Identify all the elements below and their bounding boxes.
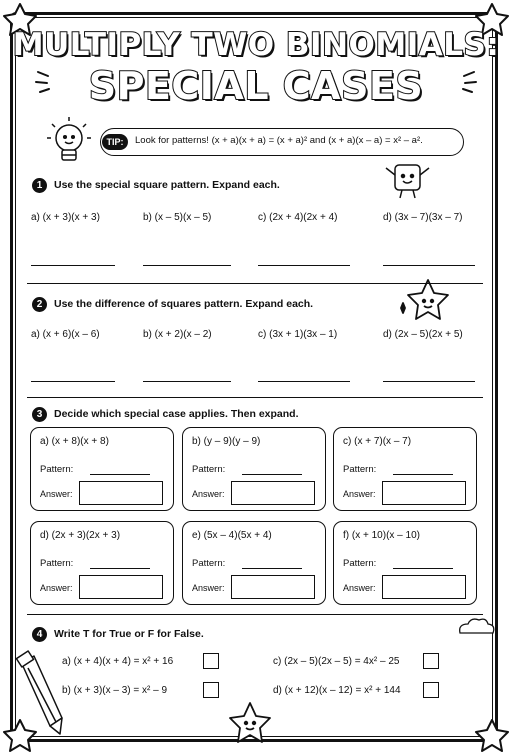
section-heading: Decide which special case applies. Then expand. <box>54 408 299 420</box>
cloud-icon <box>460 619 494 633</box>
statement: c) (2x – 5)(2x – 5) = 4x² – 25 <box>273 656 400 667</box>
section-divider <box>27 283 483 284</box>
answer-line[interactable] <box>143 381 231 382</box>
problem-card <box>182 427 326 511</box>
pattern-line[interactable] <box>90 568 150 569</box>
pattern-label: Pattern: <box>40 464 74 475</box>
pattern-label: Pattern: <box>40 558 74 569</box>
problem: b) (x – 5)(x – 5) <box>143 212 212 223</box>
answer-label: Answer: <box>192 583 225 593</box>
answer-line[interactable] <box>383 381 475 382</box>
answer-checkbox[interactable] <box>203 653 219 669</box>
answer-label: Answer: <box>40 583 73 593</box>
card-question: f) (x + 10)(x – 10) <box>343 530 420 541</box>
answer-label: Answer: <box>40 489 73 499</box>
pattern-line[interactable] <box>393 474 453 475</box>
pattern-line[interactable] <box>242 474 302 475</box>
pattern-line[interactable] <box>393 568 453 569</box>
tip-label: TIP: <box>102 134 128 150</box>
pencil-icon <box>16 651 62 734</box>
answer-box[interactable] <box>79 481 163 505</box>
problem: c) (2x + 4)(2x + 4) <box>258 212 338 223</box>
pattern-label: Pattern: <box>192 464 226 475</box>
problem-card <box>333 521 477 605</box>
answer-checkbox[interactable] <box>203 682 219 698</box>
answer-box[interactable] <box>79 575 163 599</box>
card-question: c) (x + 7)(x – 7) <box>343 436 412 447</box>
lightbulb-icon <box>47 117 91 160</box>
statement: b) (x + 3)(x – 3) = x² – 9 <box>62 685 168 696</box>
card-question: b) (y – 9)(y – 9) <box>192 436 261 447</box>
section-heading: Use the special square pattern. Expand each. <box>54 179 280 191</box>
answer-box[interactable] <box>382 481 466 505</box>
problem: a) (x + 6)(x – 6) <box>31 329 100 340</box>
problem: b) (x + 2)(x – 2) <box>143 329 212 340</box>
tip-text: Look for patterns! (x + a)(x + a) = (x + a)² and (x + a)(x – a) = x² – a². <box>135 135 423 146</box>
answer-checkbox[interactable] <box>423 682 439 698</box>
section-number: 4 <box>32 627 47 642</box>
pattern-label: Pattern: <box>343 558 377 569</box>
answer-line[interactable] <box>258 265 350 266</box>
problem-card <box>30 521 174 605</box>
answer-label: Answer: <box>343 583 376 593</box>
answer-checkbox[interactable] <box>423 653 439 669</box>
answer-line[interactable] <box>31 265 115 266</box>
card-question: e) (5x – 4)(5x + 4) <box>192 530 272 541</box>
page-subtitle: SPECIAL CASES <box>88 64 424 108</box>
answer-box[interactable] <box>231 481 315 505</box>
answer-line[interactable] <box>31 381 115 382</box>
pattern-line[interactable] <box>242 568 302 569</box>
card-question: a) (x + 8)(x + 8) <box>40 436 109 447</box>
box-character-icon <box>386 165 429 198</box>
answer-label: Answer: <box>192 489 225 499</box>
section-heading: Use the difference of squares pattern. Expand each. <box>54 298 314 310</box>
problem: d) (2x – 5)(2x + 5) <box>383 329 463 340</box>
section-number: 2 <box>32 297 47 312</box>
pattern-label: Pattern: <box>343 464 377 475</box>
problem: a) (x + 3)(x + 3) <box>31 212 100 223</box>
card-question: d) (2x + 3)(2x + 3) <box>40 530 121 541</box>
answer-label: Answer: <box>343 489 376 499</box>
answer-box[interactable] <box>382 575 466 599</box>
problem-card <box>182 521 326 605</box>
answer-line[interactable] <box>258 381 350 382</box>
statement: a) (x + 4)(x + 4) = x² + 16 <box>62 656 174 667</box>
answer-line[interactable] <box>143 265 231 266</box>
problem: c) (3x + 1)(3x – 1) <box>258 329 338 340</box>
section-divider <box>27 397 483 398</box>
section-divider <box>27 614 483 615</box>
section-number: 1 <box>32 178 47 193</box>
answer-box[interactable] <box>231 575 315 599</box>
problem-card <box>30 427 174 511</box>
pattern-label: Pattern: <box>192 558 226 569</box>
answer-line[interactable] <box>383 265 475 266</box>
statement: d) (x + 12)(x – 12) = x² + 144 <box>273 685 401 696</box>
problem: d) (3x – 7)(3x – 7) <box>383 212 463 223</box>
smiling-star-icon <box>401 280 448 319</box>
page-title: MULTIPLY TWO BINOMIALS: <box>12 27 500 63</box>
pattern-line[interactable] <box>90 474 150 475</box>
smiling-star-icon <box>230 703 270 742</box>
section-heading: Write T for True or F for False. <box>54 628 204 640</box>
section-number: 3 <box>32 407 47 422</box>
problem-card <box>333 427 477 511</box>
